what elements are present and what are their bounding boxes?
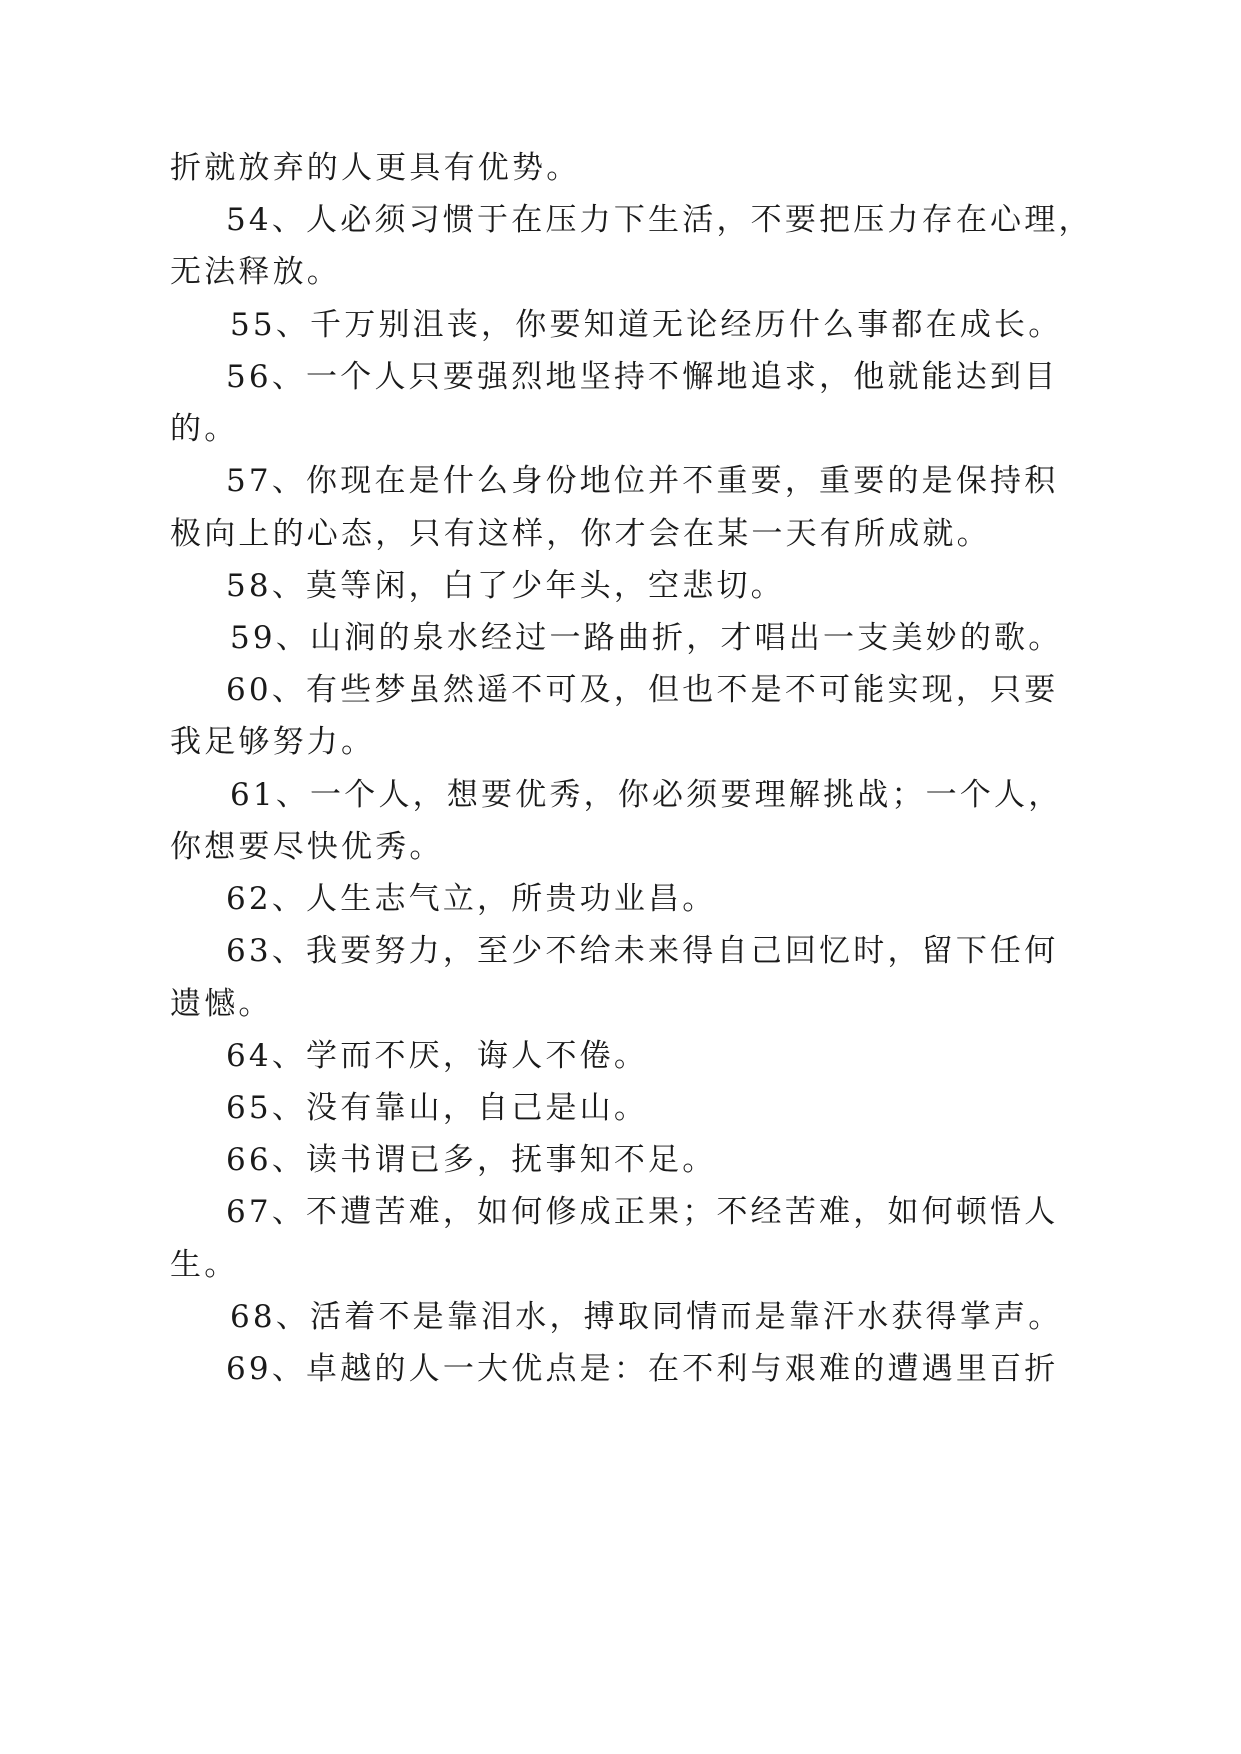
text-line: 67、不遭苦难，如何修成正果；不经苦难，如何顿悟人 <box>226 1194 1059 1230</box>
text-line: 61、一个人，想要优秀，你必须要理解挑战；一个人， <box>230 777 1063 813</box>
text-line: 无法释放。 <box>170 254 341 290</box>
text-line: 极向上的心态，只有这样，你才会在某一天有所成就。 <box>170 516 991 552</box>
text-line: 54、人必须习惯于在压力下生活，不要把压力存在心理， <box>226 202 1093 238</box>
text-line: 66、读书谓已多，抚事知不足。 <box>226 1142 717 1178</box>
text-line: 遗憾。 <box>170 986 273 1022</box>
text-line: 65、没有靠山，自己是山。 <box>226 1090 649 1126</box>
text-line: 57、你现在是什么身份地位并不重要，重要的是保持积 <box>226 463 1059 499</box>
text-line: 63、我要努力，至少不给未来得自己回忆时，留下任何 <box>226 933 1059 969</box>
text-line: 64、学而不厌，诲人不倦。 <box>226 1038 649 1074</box>
text-line: 折就放弃的人更具有优势。 <box>170 150 581 186</box>
text-line: 56、一个人只要强烈地坚持不懈地追求，他就能达到目 <box>226 359 1059 395</box>
text-line: 69、卓越的人一大优点是：在不利与艰难的遭遇里百折 <box>226 1351 1059 1387</box>
text-line: 62、人生志气立，所贵功业昌。 <box>226 881 717 917</box>
text-line: 生。 <box>170 1247 239 1283</box>
text-line: 我足够努力。 <box>170 724 376 760</box>
text-line: 60、有些梦虽然遥不可及，但也不是不可能实现，只要 <box>226 672 1059 708</box>
text-line: 68、活着不是靠泪水，搏取同情而是靠汗水获得掌声。 <box>230 1299 1063 1335</box>
text-line: 55、千万别沮丧，你要知道无论经历什么事都在成长。 <box>230 307 1063 343</box>
text-line: 你想要尽快优秀。 <box>170 829 444 865</box>
text-line: 58、莫等闲，白了少年头，空悲切。 <box>226 568 785 604</box>
text-line: 59、山涧的泉水经过一路曲折，才唱出一支美妙的歌。 <box>230 620 1063 656</box>
text-line: 的。 <box>170 411 239 447</box>
